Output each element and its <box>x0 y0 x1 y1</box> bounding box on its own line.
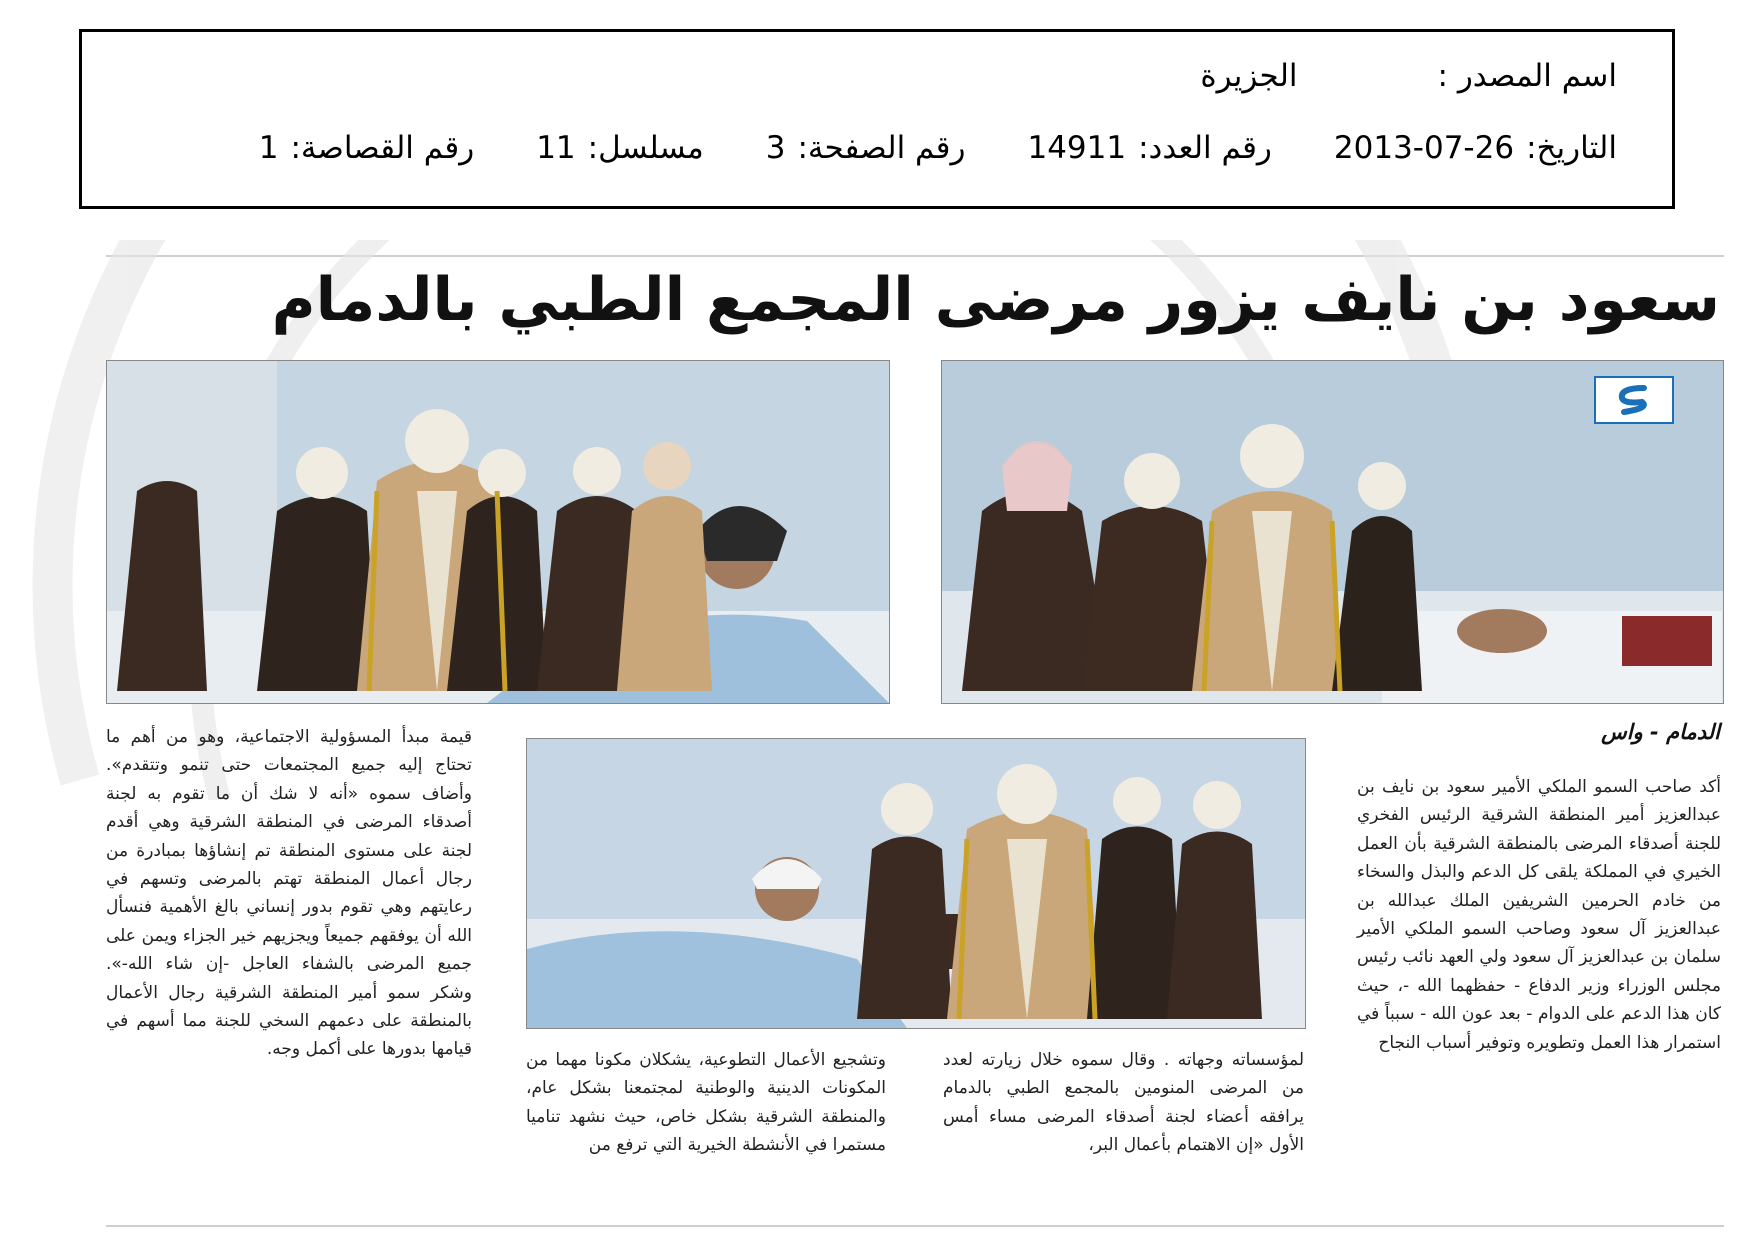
column-2-text: لمؤسساته وجهاته . وقال سموه خلال زيارته لعدد من المرضى المنومين بالمجمع الطبي بالدمام يرافقه أعضاء لجنة أصدقاء المرضى مساء أمس الأول «إن الاهتمام بأعمال البر، <box>943 1050 1304 1156</box>
article-headline: سعود بن نايف يزور مرضى المجمع الطبي بالدمام <box>271 265 1720 335</box>
article-dateline: الدمام - واس <box>1601 720 1720 744</box>
photo-center-image <box>527 739 1305 1028</box>
photo-left-image <box>107 361 889 703</box>
agency-logo <box>1594 376 1674 424</box>
article-column-3 <box>526 1046 886 1160</box>
photo-center <box>526 738 1306 1029</box>
article-column-4 <box>106 723 472 1064</box>
serial-value: 11 <box>536 130 576 166</box>
header-meta-row <box>259 130 1617 166</box>
date-label: التاريخ: <box>1526 130 1617 166</box>
agency-logo-icon <box>1612 382 1656 418</box>
article-column-1 <box>1357 773 1721 1057</box>
column-4-text: قيمة مبدأ المسؤولية الاجتماعية، وهو من أهم ما تحتاج إليه جميع المجتمعات حتى تنمو وتتقدم». وأضاف سموه «أنه لا شك أن ما تقوم به لجنة أصدقاء المرضى في المنطقة الشرقية وهي أقدم لجنة على مستوى المنطقة تم إنشاؤها بمبادرة من رجال أعمال المنطقة تهتم بالمرضى وتسهم في رعايتهم وهي تقوم بدور إنساني بالغ الأهمية فنسأل الله أن يوفقهم جميعاً ويجزيهم خير الجزاء ويمن على جميع المرضى بالشفاء العاجل -إن شاء الله-». وشكر سمو أمير المنطقة الشرقية رجال الأعمال بالمنطقة على دعمهم السخي للجنة مما أسهم في قيامها بدورها على أكمل وجه. <box>106 727 472 1060</box>
bottom-divider <box>106 1225 1724 1227</box>
header-source-row <box>1200 58 1617 94</box>
clip-header-box <box>79 29 1675 209</box>
column-1-text: أكد صاحب السمو الملكي الأمير سعود بن نايف بن عبدالعزيز أمير المنطقة الشرقية الرئيس الفخري للجنة أصدقاء المرضى بالمنطقة الشرقية بأن العمل الخيري في المملكة يلقى كل الدعم والبذل والسخاء من خادم الحرمين الشريفين الملك عبدالله بن عبدالعزيز آل سعود وصاحب السمو الملكي الأمير سلمان بن عبدالعزيز آل سعود ولي العهد نائب رئيس مجلس الوزراء وزير الدفاع - حفظهما الله -، حيث كان هذا الدعم على الدوام - بعد عون الله - سبباً في استمرار هذا العمل وتطويره وتوفير أسباب النجاح <box>1357 777 1721 1053</box>
issue-value: 14911 <box>1027 130 1127 166</box>
date-value: 2013-07-26 <box>1333 130 1515 166</box>
page-value: 3 <box>765 130 786 166</box>
page-label: رقم الصفحة: <box>797 130 966 166</box>
column-3-text: وتشجيع الأعمال التطوعية، يشكلان مكونا مهما من المكونات الدينية والوطنية لمجتمعنا بشكل عام، والمنطقة الشرقية بشكل خاص، حيث نشهد تناميا مستمرا في الأنشطة الخيرية التي ترفع من <box>526 1050 886 1156</box>
clip-value: 1 <box>258 130 279 166</box>
clip-label: رقم القصاصة: <box>290 130 475 166</box>
source-value: الجزيرة <box>1200 58 1298 94</box>
issue-label: رقم العدد: <box>1138 130 1272 166</box>
article-column-2 <box>943 1046 1304 1160</box>
serial-label: مسلسل: <box>587 130 704 166</box>
source-label: اسم المصدر : <box>1437 58 1617 94</box>
photo-left <box>106 360 890 704</box>
top-divider <box>106 255 1724 257</box>
